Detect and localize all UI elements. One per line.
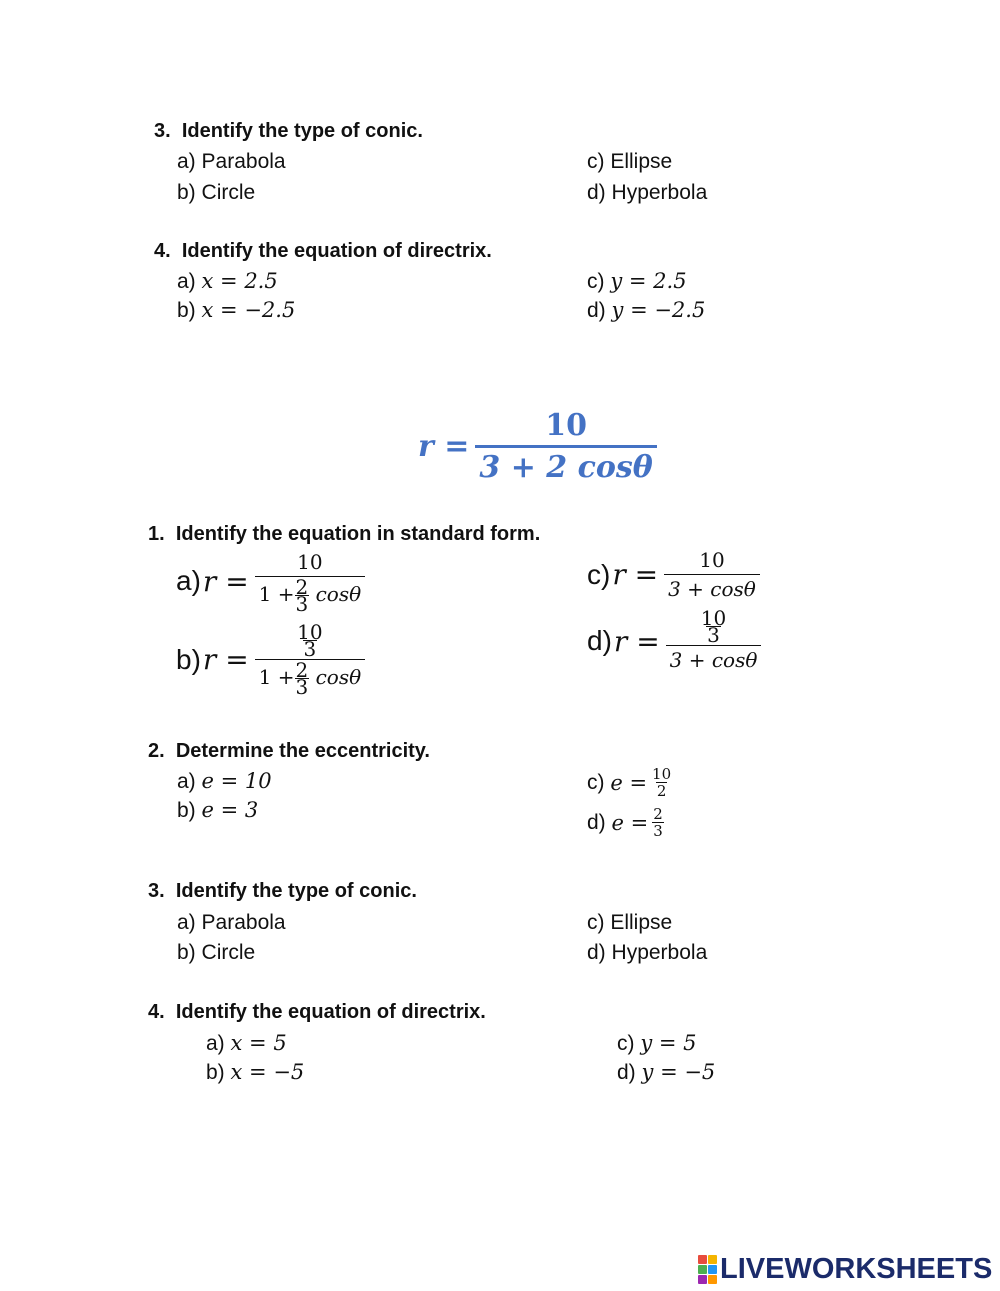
- top-q4-option-c[interactable]: c) y = 2.5: [587, 269, 687, 293]
- main-equation: r = $\frac{10}{3 + 2 \cos\theta}$: [418, 408, 657, 485]
- top-q4-heading: 4. Identify the equation of directrix.: [154, 240, 492, 262]
- q1-option-a[interactable]: a) r = 10 1 + $\frac{2}{3}$ cosθ: [176, 550, 365, 612]
- q1-option-c[interactable]: c) r = $\frac{10}{3 + \cos\theta}$: [587, 548, 760, 601]
- q1-d-fraction: $\frac{\frac{10}{3}}{3 + \cos\theta}$: [666, 610, 762, 672]
- q3-option-b[interactable]: b) Circle: [177, 941, 256, 964]
- top-q3-option-c[interactable]: c) Ellipse: [587, 150, 673, 173]
- top-q4-option-a[interactable]: a) x = 2.5: [177, 269, 278, 293]
- q2-option-b[interactable]: b) e = 3: [177, 798, 259, 822]
- q1-a-fraction: 10 1 + $\frac{2}{3}$ cosθ: [255, 550, 365, 612]
- top-q3-option-a[interactable]: a) Parabola: [177, 150, 286, 173]
- logo-block-icon: [698, 1265, 707, 1274]
- q1-option-d[interactable]: d) r = $\frac{\frac{10}{3}}{3 + \cos\theta}$: [587, 610, 761, 672]
- q1-option-b[interactable]: b) r = $\frac{10}{3}$ 1 + $\frac{2}{3}$ cosθ: [176, 624, 365, 695]
- q1-c-fraction: $\frac{10}{3 + \cos\theta}$: [664, 548, 760, 601]
- q4-option-d[interactable]: d) y = −5: [617, 1060, 716, 1084]
- logo-block-icon: [708, 1275, 717, 1284]
- q4-option-b[interactable]: b) x = −5: [206, 1060, 305, 1084]
- q3-heading: 3. Identify the type of conic.: [148, 880, 417, 902]
- q4-option-c[interactable]: c) y = 5: [617, 1031, 697, 1055]
- q2-c-fraction: $\frac{10}{2}$: [652, 765, 672, 800]
- logo-block-icon: [698, 1255, 707, 1264]
- q2-option-c[interactable]: c) e = $\frac{10}{2}$: [587, 765, 672, 800]
- liveworksheets-logo: [698, 1253, 992, 1286]
- q2-heading: 2. Determine the eccentricity.: [148, 740, 430, 762]
- q2-option-d[interactable]: d) e = $\frac{2}{3}$: [587, 805, 663, 840]
- logo-block-icon: [708, 1255, 717, 1264]
- q4-option-a[interactable]: a) x = 5: [206, 1031, 287, 1055]
- main-equation-fraction: $\frac{10}{3 + 2 \cos\theta}$: [475, 408, 656, 485]
- q1-heading: 1. Identify the equation in standard form.: [148, 523, 541, 545]
- logo-block-icon: [698, 1275, 707, 1284]
- top-q3-heading: 3. Identify the type of conic.: [154, 120, 423, 142]
- q1-b-fraction: $\frac{10}{3}$ 1 + $\frac{2}{3}$ cosθ: [255, 624, 365, 695]
- q3-option-c[interactable]: c) Ellipse: [587, 911, 673, 934]
- logo-block-icon: [708, 1265, 717, 1274]
- top-q3-option-d[interactable]: d) Hyperbola: [587, 181, 708, 204]
- top-q4-option-d[interactable]: d) y = −2.5: [587, 298, 706, 322]
- top-q4-option-b[interactable]: b) x = −2.5: [177, 298, 296, 322]
- logo-blocks-icon: [698, 1255, 717, 1284]
- q2-d-fraction: $\frac{2}{3}$: [653, 805, 663, 840]
- q2-option-a[interactable]: a) e = 10: [177, 769, 272, 793]
- q3-option-a[interactable]: a) Parabola: [177, 911, 286, 934]
- logo-text: LIVEWORKSHEETS: [720, 1253, 993, 1285]
- top-q3-option-b[interactable]: b) Circle: [177, 181, 256, 204]
- q3-option-d[interactable]: d) Hyperbola: [587, 941, 708, 964]
- q4-heading: 4. Identify the equation of directrix.: [148, 1001, 486, 1023]
